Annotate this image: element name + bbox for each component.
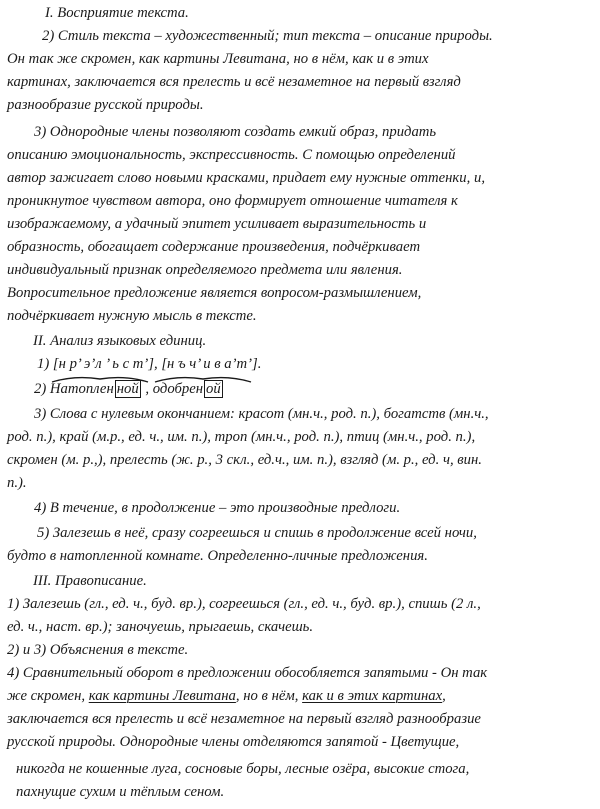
separator: , — [145, 381, 150, 397]
text-line: 4) В течение, в продолжение – это производные предлоги. — [34, 500, 401, 516]
text-line: индивидуальный признак определяемого предмета или явления. — [7, 262, 403, 278]
section-heading: II. Анализ языковых единиц. — [33, 333, 207, 349]
text-line: п.). — [7, 475, 27, 491]
section-heading: III. Правописание. — [33, 573, 147, 589]
transcription-line: 1) [н р’ э’л ’ ь с т’], [н ъ ч’ и в а’т’]. — [37, 356, 262, 372]
item-number: 2) — [34, 381, 47, 397]
text-line: 1) Залезешь (гл., ед. ч., буд. вр.), согреешься (гл., ед. ч., буд. вр.), спишь (2 л., — [7, 596, 481, 612]
text-span: , но в нём, — [235, 688, 303, 704]
text-line: 3) Однородные члены позволяют создать емкий образ, придать — [34, 124, 437, 140]
text-line: 4) Сравнительный оборот в предложении обособляется запятыми - Он так — [7, 665, 488, 681]
text-line: проникнутое чувством автора, оно формирует отношение читателя к — [7, 193, 458, 209]
word-ending-box: ой — [206, 381, 221, 397]
text-line: ед. ч., наст. вр.); заночуешь, прыгаешь, скачешь. — [7, 619, 314, 635]
text-line: род. п.), край (м.р., ед. ч., им. п.), троп (мн.ч., род. п.), птиц (мн.ч., род. п.), — [7, 429, 476, 445]
text-line: никогда не кошенные луга, сосновые боры, лесные озёра, высокие стога, — [16, 761, 470, 777]
text-line: 2) и 3) Объяснения в тексте. — [7, 642, 189, 658]
word-odobrennoy — [153, 381, 224, 397]
section-heading: I. Восприятие текста. — [45, 5, 189, 21]
morphemic-line — [34, 380, 594, 399]
text-line: автор зажигает слово новыми красками, придает ему нужные оттенки, и, — [7, 170, 486, 186]
text-line: картинах, заключается вся прелесть и всё незаметное на первый взгляд — [7, 74, 461, 90]
root-arc-icon — [50, 375, 150, 383]
text-span: , — [442, 688, 446, 704]
text-line: Вопросительное предложение является вопросом-размышлением, — [7, 285, 422, 301]
text-line: 2) Стиль текста – художественный; тип текста – описание природы. — [42, 28, 493, 44]
comparative-phrase: как картины Левитана — [88, 688, 236, 704]
comparative-phrase: как и в этих картинах — [302, 688, 443, 704]
text-line: скромен (м. р.,), прелесть (ж. р., 3 скл., ед.ч., им. п.), взгляд (м. р., ед. ч, вин. — [7, 452, 482, 468]
text-line: описанию эмоциональность, экспрессивность. С помощью определений — [7, 147, 456, 163]
text-line: Он так же скромен, как картины Левитана, но в нём, как и в этих — [7, 51, 429, 67]
text-line-underlined — [7, 687, 594, 706]
text-line: русской природы. Однородные члены отделяются запятой - Цветущие, — [7, 734, 460, 750]
word-stem: одобрен — [152, 381, 204, 397]
text-line: пахнущие сухим и тёплым сеном. — [16, 784, 225, 800]
text-line: заключается вся прелесть и всё незаметное на первый взгляд разнообразие — [7, 711, 481, 727]
word-stem: Натоплен — [49, 381, 114, 397]
root-arc-icon — [153, 375, 253, 383]
text-line: 3) Слова с нулевым окончанием: красот (мн.ч., род. п.), богатств (мн.ч., — [34, 406, 489, 422]
word-natoplennoy — [50, 381, 145, 397]
text-span: же скромен, — [7, 688, 89, 704]
text-line: будто в натопленной комнате. Определенно-личные предложения. — [7, 548, 428, 564]
text-line: образность, обогащает содержание произведения, подчёркивает — [7, 239, 421, 255]
text-line: подчёркивает нужную мысль в тексте. — [7, 308, 257, 324]
word-ending-box: ной — [116, 381, 139, 397]
text-line: 5) Залезешь в неё, сразу согреешься и спишь в продолжение всей ночи, — [37, 525, 477, 541]
text-line: изображаемому, а удачный эпитет усиливает выразительность и — [7, 216, 427, 232]
text-line: разнообразие русской природы. — [7, 97, 204, 113]
